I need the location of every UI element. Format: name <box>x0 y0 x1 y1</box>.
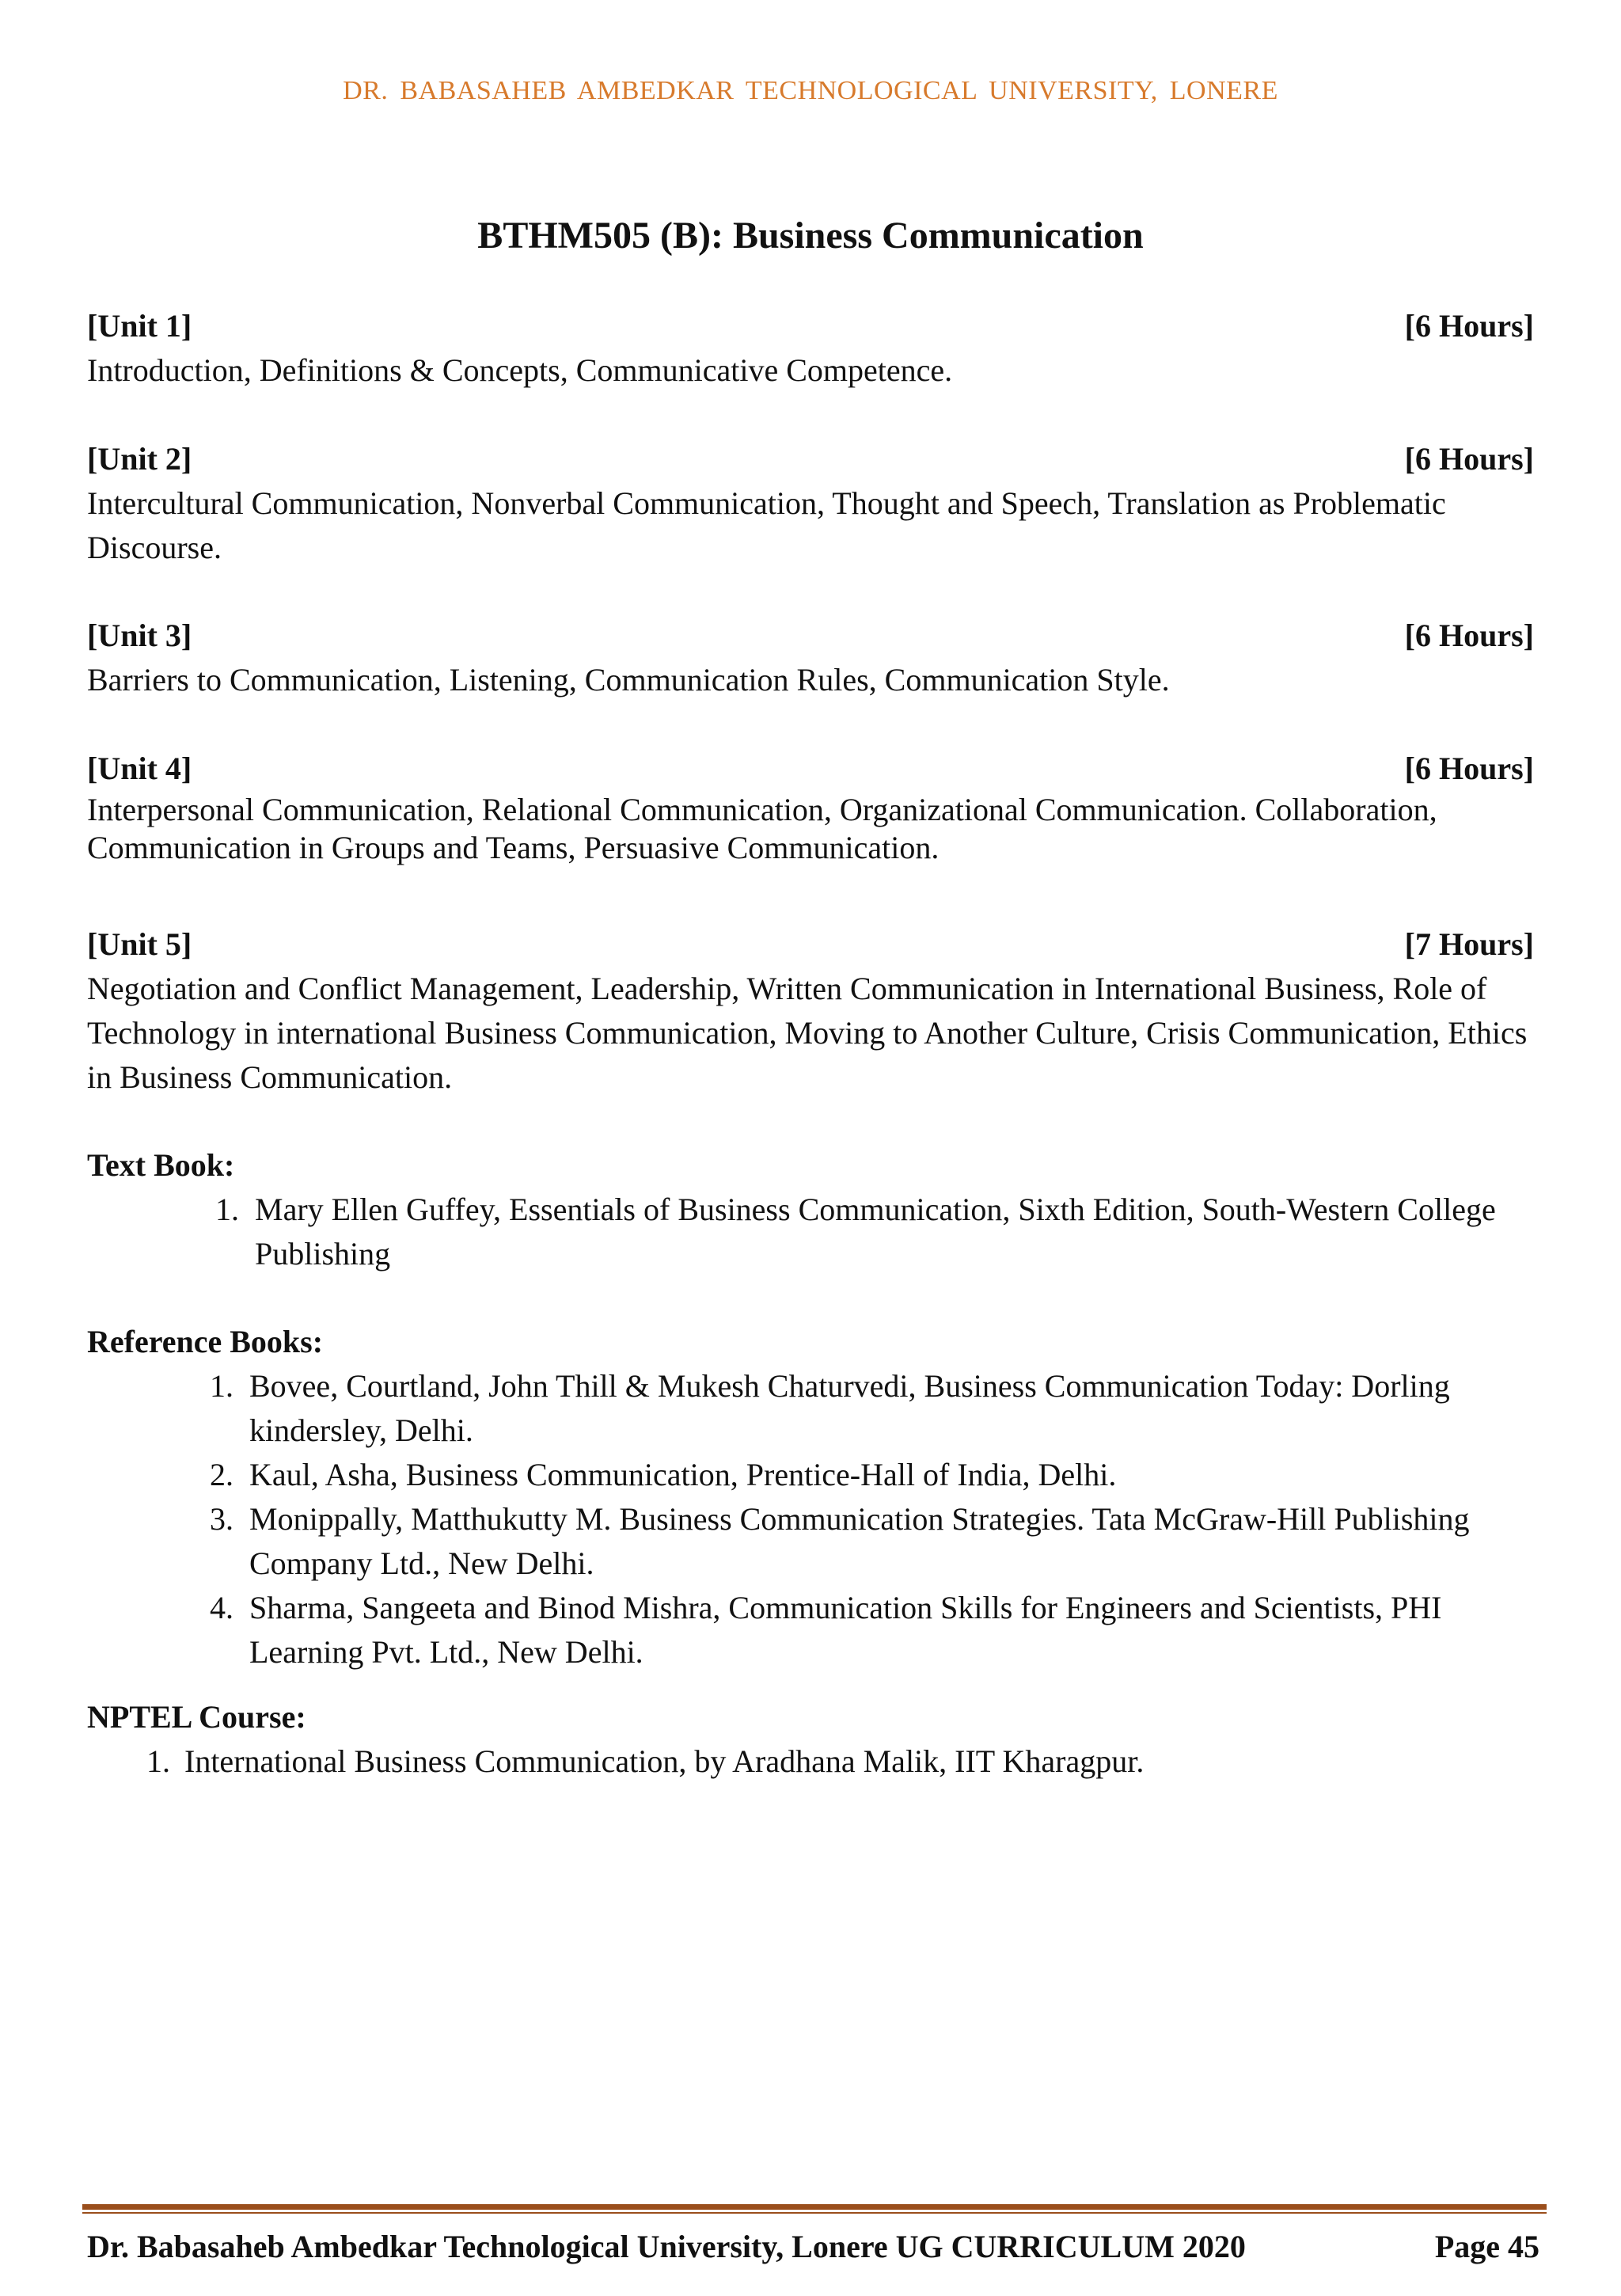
unit-label: [Unit 5] <box>87 926 192 962</box>
list-number: 1. <box>210 1368 233 1404</box>
list-text: International Business Communication, by Aradhana Malik, IIT Kharagpur. <box>184 1743 1145 1779</box>
list-text: Sharma, Sangeeta and Binod Mishra, Communication Skills for Engineers and Scientists, PHI Learning Pvt. Ltd., New Delhi. <box>249 1590 1442 1670</box>
text-book-section <box>87 1143 1534 1276</box>
list-item <box>87 1364 1534 1453</box>
page-number: Page 45 <box>1434 2229 1539 2264</box>
footer-university: Dr. Babasaheb Ambedkar Technological University, Lonere UG CURRICULUM 2020 <box>87 2229 1246 2264</box>
footer-rule <box>82 2204 1547 2210</box>
unit-hours: [6 Hours] <box>1404 618 1534 653</box>
unit-description: Intercultural Communication, Nonverbal Communication, Thought and Speech, Translation as Problematic Discourse. <box>87 485 1446 565</box>
reference-books-section <box>87 1320 1534 1674</box>
unit-description: Negotiation and Conflict Management, Leadership, Written Communication in International Business, Role of Technology in international Business Communication, Moving to Another Culture, Crisis Communication, Ethics in Business Communication. <box>87 971 1528 1095</box>
list-item <box>87 1739 1534 1784</box>
list-item <box>87 1497 1534 1586</box>
list-text: Kaul, Asha, Business Communication, Prentice-Hall of India, Delhi. <box>249 1457 1117 1492</box>
unit-2 <box>87 437 1534 570</box>
unit-label: [Unit 3] <box>87 618 192 653</box>
reference-books-heading: Reference Books: <box>87 1324 324 1359</box>
list-number: 1. <box>146 1743 170 1779</box>
unit-label: [Unit 4] <box>87 751 192 786</box>
list-number: 4. <box>210 1590 233 1625</box>
running-header: DR. BABASAHEB AMBEDKAR TECHNOLOGICAL UNIVERSITY, LONERE <box>343 76 1278 105</box>
unit-5 <box>87 922 1534 1100</box>
list-item <box>87 1453 1534 1497</box>
list-text: Bovee, Courtland, John Thill & Mukesh Chaturvedi, Business Communication Today: Dorling kindersley, Delhi. <box>249 1368 1450 1448</box>
unit-hours: [6 Hours] <box>1404 751 1534 786</box>
nptel-heading: NPTEL Course: <box>87 1699 306 1735</box>
unit-hours: [7 Hours] <box>1404 926 1534 962</box>
nptel-section <box>87 1695 1534 1784</box>
list-number: 1. <box>215 1192 239 1227</box>
unit-4 <box>87 747 1534 867</box>
unit-1 <box>87 304 1534 393</box>
unit-description: Barriers to Communication, Listening, Communication Rules, Communication Style. <box>87 662 1170 698</box>
unit-label: [Unit 1] <box>87 308 192 344</box>
nptel-list <box>87 1739 1534 1784</box>
unit-hours: [6 Hours] <box>1404 308 1534 344</box>
list-text: Mary Ellen Guffey, Essentials of Business Communication, Sixth Edition, South-Western College Publishing <box>255 1192 1496 1272</box>
unit-description: Introduction, Definitions & Concepts, Communicative Competence. <box>87 352 953 388</box>
footer-rule-thin <box>82 2212 1547 2214</box>
text-book-heading: Text Book: <box>87 1147 235 1183</box>
course-title: BTHM505 (B): Business Communication <box>477 215 1144 257</box>
list-number: 3. <box>210 1501 233 1537</box>
list-text: Monippally, Matthukutty M. Business Communication Strategies. Tata McGraw-Hill Publishing Company Ltd., New Delhi. <box>249 1501 1470 1581</box>
text-book-list <box>87 1188 1534 1276</box>
list-item <box>87 1586 1534 1674</box>
list-number: 2. <box>210 1457 233 1492</box>
unit-hours: [6 Hours] <box>1404 441 1534 477</box>
unit-label: [Unit 2] <box>87 441 192 477</box>
unit-description: Interpersonal Communication, Relational Communication, Organizational Communication. Collaboration, Communication in Groups and Teams, Persuasive Communication. <box>87 792 1437 865</box>
page-footer <box>87 2225 1539 2269</box>
list-item <box>87 1188 1534 1276</box>
reference-books-list <box>87 1364 1534 1674</box>
unit-3 <box>87 614 1534 702</box>
